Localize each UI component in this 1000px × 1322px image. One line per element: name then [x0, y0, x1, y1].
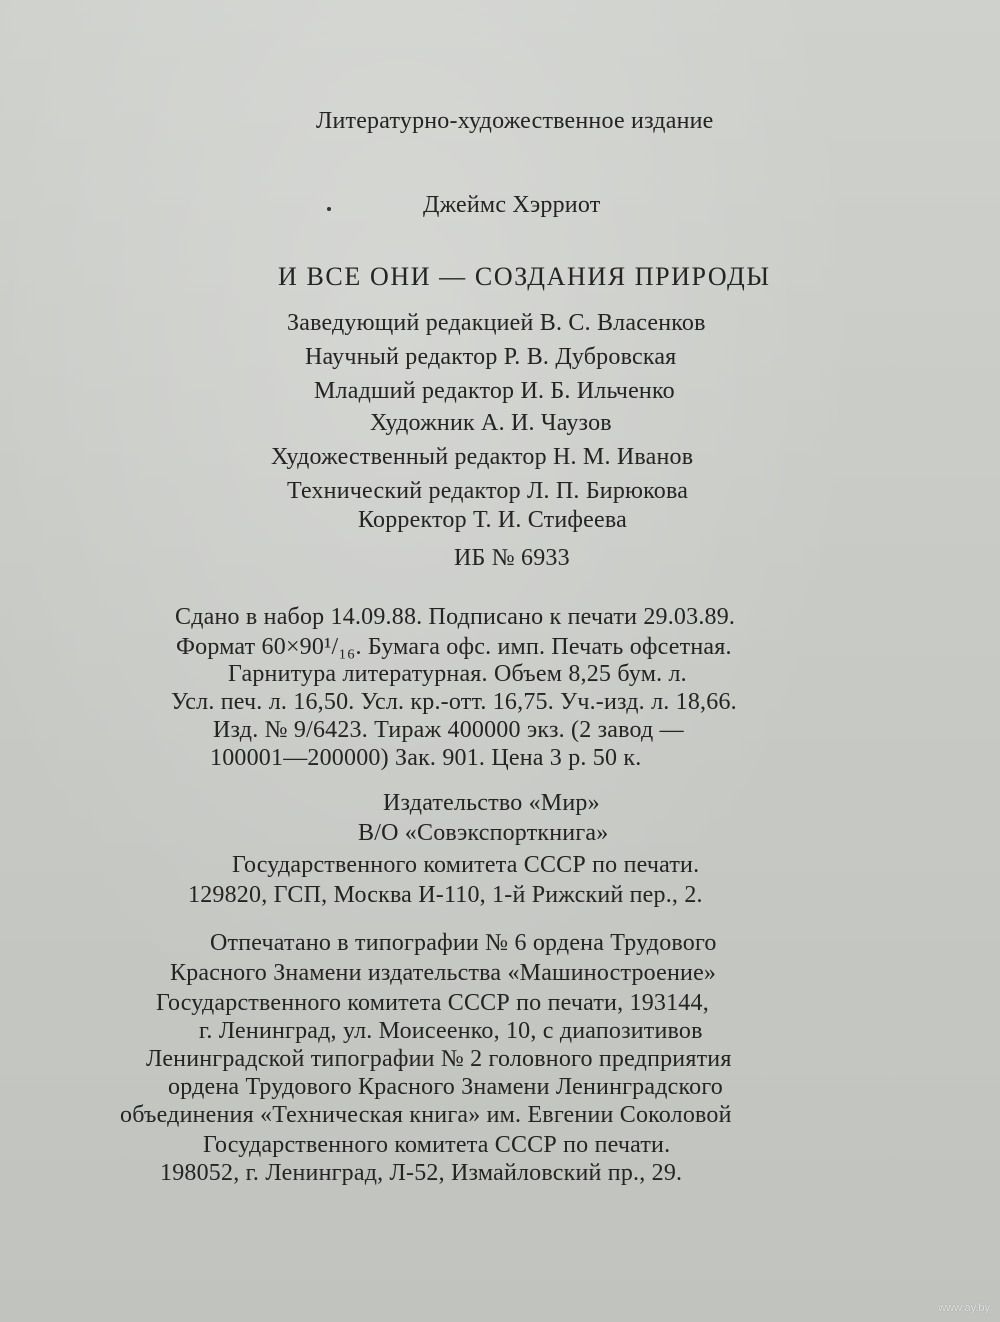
print-detail-line: 100001—200000) Зак. 901. Цена 3 р. 50 к. — [210, 745, 642, 771]
publisher-line: 129820, ГСП, Москва И-110, 1-й Рижский пер., 2. — [188, 882, 703, 908]
staff-line: Заведующий редакцией В. С. Власенков — [287, 310, 706, 336]
print-detail-line: Гарнитура литературная. Объем 8,25 бум. л. — [228, 661, 687, 687]
publisher-line: Издательство «Мир» — [383, 790, 600, 816]
book-title: И ВСЕ ОНИ — СОЗДАНИЯ ПРИРОДЫ — [278, 262, 771, 291]
staff-line: Художественный редактор Н. М. Иванов — [271, 444, 694, 470]
printer-line: г. Ленинград, ул. Моисеенко, 10, с диапозитивов — [199, 1018, 703, 1044]
printer-line: Государственного комитета СССР по печати. — [203, 1132, 671, 1158]
staff-line: Корректор Т. И. Стифеева — [358, 507, 627, 533]
print-detail-line: Изд. № 9/6423. Тираж 400000 экз. (2 завод — — [213, 717, 684, 743]
site-watermark: www.ay.by — [938, 1302, 990, 1314]
printer-line: Государственного комитета СССР по печати, 193144, — [156, 990, 709, 1016]
printer-line: Ленинградской типографии № 2 головного предприятия — [146, 1046, 732, 1072]
ib-number: ИБ № 6933 — [454, 545, 570, 571]
stray-dot — [327, 207, 331, 211]
staff-line: Художник А. И. Чаузов — [370, 410, 612, 436]
staff-line: Младший редактор И. Б. Ильченко — [314, 378, 675, 404]
printer-line: объединения «Техническая книга» им. Евгении Соколовой — [120, 1102, 732, 1128]
print-detail-line: Сдано в набор 14.09.88. Подписано к печати 29.03.89. — [175, 604, 736, 630]
printer-line: Красного Знамени издательства «Машиностроение» — [170, 960, 717, 986]
print-detail-line: Формат 60×90¹/₁₆. Бумага офс. имп. Печать офсетная. — [176, 634, 732, 660]
printer-line: ордена Трудового Красного Знамени Ленинградского — [168, 1074, 723, 1100]
publisher-line: Государственного комитета СССР по печати. — [232, 852, 700, 878]
printer-line: 198052, г. Ленинград, Л-52, Измайловский пр., 29. — [160, 1160, 683, 1186]
publisher-line: В/О «Совэкспорткнига» — [358, 820, 609, 846]
author-name: Джеймс Хэрриот — [423, 192, 601, 218]
staff-line: Технический редактор Л. П. Бирюкова — [287, 478, 689, 504]
print-detail-line: Усл. печ. л. 16,50. Усл. кр.-отт. 16,75. Уч.-изд. л. 18,66. — [171, 689, 737, 715]
staff-line: Научный редактор Р. В. Дубровская — [305, 344, 677, 370]
printer-line: Отпечатано в типографии № 6 ордена Трудового — [210, 930, 717, 956]
edition-type: Литературно-художественное издание — [316, 108, 714, 134]
